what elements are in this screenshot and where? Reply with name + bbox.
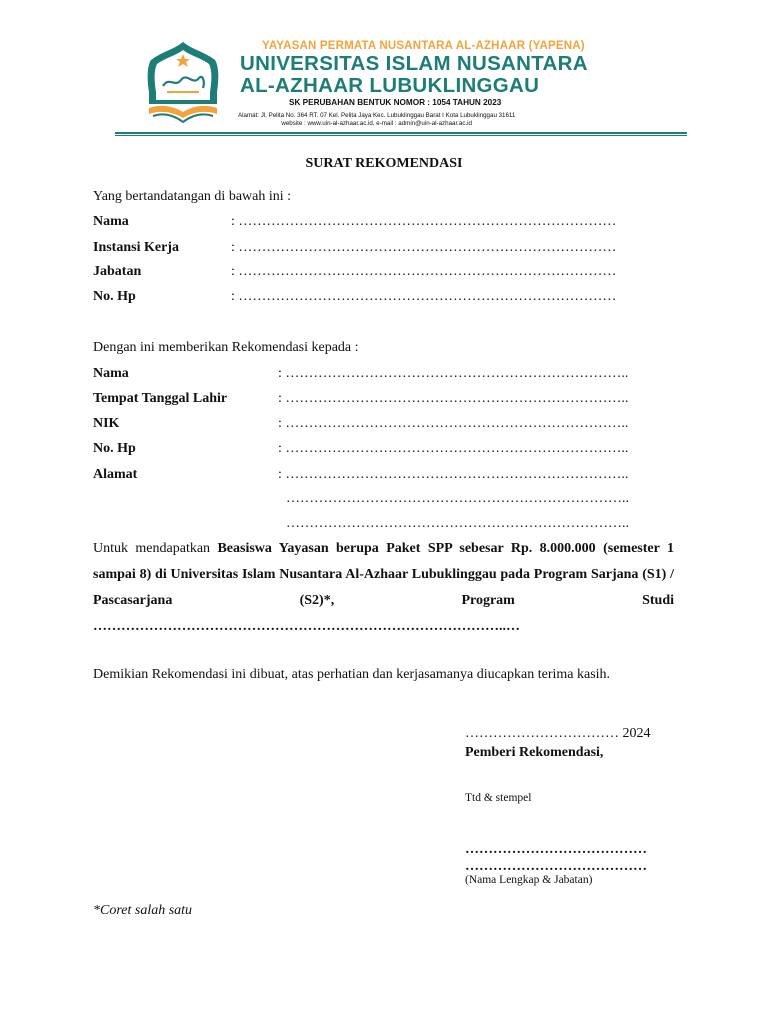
recipient-address-field[interactable]: : ……………………………………………………………….. xyxy=(278,467,629,482)
recommender-institution-field[interactable]: : ……………………………………………………………………… xyxy=(231,240,617,255)
purpose-paragraph xyxy=(93,536,674,640)
recommender-intro: Yang bertandatangan di bawah ini : xyxy=(93,189,292,204)
decree-number: SK PERUBAHAN BENTUK NOMOR : 1054 TAHUN 2023 xyxy=(289,98,502,107)
signature-position-line[interactable]: ………………………………… xyxy=(465,859,647,874)
address-line: Alamat: Jl. Pelita No. 364 RT. 07 Kel. Pelita Jaya Kec. Lubuklinggau Barat I Kota Lubuklinggau 31611 xyxy=(238,112,516,119)
letterhead-divider xyxy=(115,132,687,134)
recipient-intro: Dengan ini memberikan Rekomendasi kepada : xyxy=(93,340,359,355)
footnote: *Coret salah satu xyxy=(93,903,193,918)
stamp-note: Ttd & stempel xyxy=(465,792,532,804)
signature-date[interactable]: …………………………… 2024 xyxy=(465,726,651,741)
recipient-address-label: Alamat xyxy=(93,467,138,482)
recipient-name-label: Nama xyxy=(93,366,129,381)
recipient-name-field[interactable]: : ……………………………………………………………….. xyxy=(278,366,629,381)
university-logo xyxy=(143,40,223,126)
recommender-phone-label: No. Hp xyxy=(93,289,136,304)
purpose-details: Beasiswa Yayasan berupa Paket SPP sebesar Rp. 8.000.000 (semester 1 sampai 8) di Universitas Islam Nusantara Al-Azhaar Lubuklinggau pada Program Sarjana (S1) / Pascasarjana (S2)*, Program Studi ……………………………………………………………………………..… xyxy=(93,541,674,634)
signature-giver: Pemberi Rekomendasi, xyxy=(465,745,604,760)
recipient-birth-label: Tempat Tanggal Lahir xyxy=(93,391,228,406)
recommender-position-label: Jabatan xyxy=(93,264,142,279)
recipient-birth-field[interactable]: : ……………………………………………………………….. xyxy=(278,391,629,406)
signature-name-line[interactable]: ………………………………… xyxy=(465,842,647,857)
signature-caption: (Nama Lengkap & Jabatan) xyxy=(465,874,593,886)
recommender-institution-label: Instansi Kerja xyxy=(93,240,179,255)
recommender-phone-field[interactable]: : ……………………………………………………………………… xyxy=(231,289,617,304)
university-name-line1: UNIVERSITAS ISLAM NUSANTARA xyxy=(240,52,588,75)
recommender-position-field[interactable]: : ……………………………………………………………………… xyxy=(231,264,617,279)
recipient-phone-field[interactable]: : ……………………………………………………………….. xyxy=(278,441,629,456)
contact-line: website : www.uin-al-azhaar.ac.id, e-mail : admin@uin-al-azhaar.ac.id xyxy=(281,120,472,127)
recipient-address-line2[interactable]: ……………………………………………………………….. xyxy=(286,491,629,506)
letterhead-divider-thin xyxy=(115,135,687,136)
university-name-line2: AL-AZHAAR LUBUKLINGGAU xyxy=(240,74,540,97)
recipient-nik-label: NIK xyxy=(93,416,120,431)
closing-statement: Demikian Rekomendasi ini dibuat, atas perhatian dan kerjasamanya diucapkan terima kasih. xyxy=(93,667,611,682)
letterhead-address xyxy=(238,112,515,128)
recommender-name-field[interactable]: : ……………………………………………………………………… xyxy=(231,214,617,229)
recommender-name-label: Nama xyxy=(93,214,129,229)
purpose-prefix: Untuk mendapatkan xyxy=(93,541,218,556)
recipient-address-line3[interactable]: ……………………………………………………………….. xyxy=(286,516,629,531)
recipient-phone-label: No. Hp xyxy=(93,441,136,456)
document-title: SURAT REKOMENDASI xyxy=(305,156,463,171)
recipient-nik-field[interactable]: : ……………………………………………………………….. xyxy=(278,416,629,431)
foundation-name: YAYASAN PERMATA NUSANTARA AL-AZHAAR (YAPENA) xyxy=(262,40,585,52)
